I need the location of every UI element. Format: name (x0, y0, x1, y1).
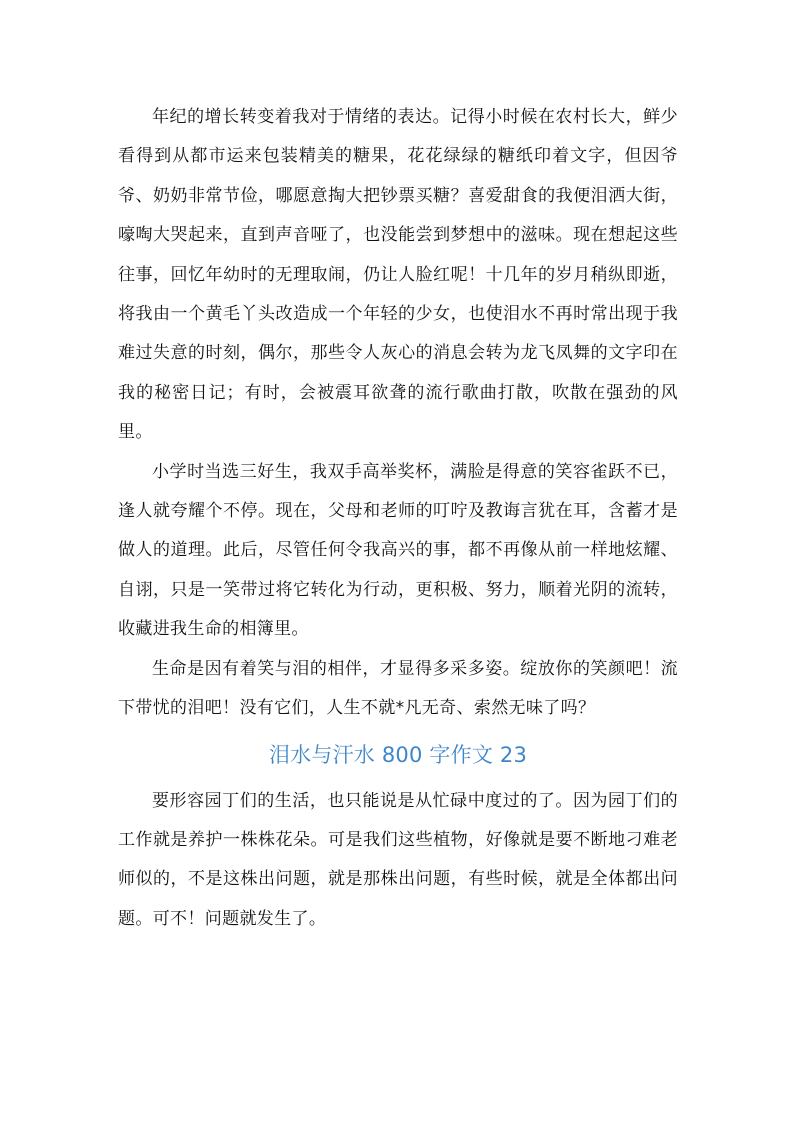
paragraph-primary-school: 小学时当选三好生，我双手高举奖杯，满脸是得意的笑容雀跃不已，逢人就夸耀个不停。现在，父母和老师的叮咛及教诲言犹在耳，含蓄才是做人的道理。此后，尽管任何令我高兴的事，都不再像从前一样地炫耀、自诩，只是一笑带过将它转化为行动，更积极、努力，顺着光阴的流转，收藏进我生命的相簿里。 (118, 461, 678, 640)
document-body (118, 98, 678, 939)
paragraph-gardeners: 要形容园丁们的生活，也只能说是从忙碌中度过的了。因为园丁们的工作就是养护一株株花朵。可是我们这些植物，好像就是要不断地刁难老师似的，不是这株出问题，就是那株出问题，有些时候，就是全体都出问题。可不！问题就发生了。 (118, 790, 678, 929)
paragraph-life-reflection: 生命是因有着笑与泪的相伴，才显得多采多姿。绽放你的笑颜吧！流下带忧的泪吧！没有它们，人生不就*凡无奇、索然无味了吗？ (118, 658, 678, 719)
essay-heading: 泪水与汗水 800 字作文 23 (268, 742, 528, 767)
paragraph-growing-up: 年纪的增长转变着我对于情绪的表达。记得小时候在农村长大，鲜少看得到从都市运来包装精美的糖果，花花绿绿的糖纸印着文字，但因爷爷、奶奶非常节俭，哪愿意掏大把钞票买糖？喜爱甜食的我便泪洒大街，嚎啕大哭起来，直到声音哑了，也没能尝到梦想中的滋味。现在想起这些往事，回忆年幼时的无理取闹，仍让人脸红呢！十几年的岁月稍纵即逝，将我由一个黄毛丫头改造成一个年轻的少女，也使泪水不再时常出现于我难过失意的时刻，偶尔，那些令人灰心的消息会转为龙飞凤舞的文字印在我的秘密日记；有时，会被震耳欲聋的流行歌曲打散，吹散在强劲的风里。 (118, 107, 678, 443)
